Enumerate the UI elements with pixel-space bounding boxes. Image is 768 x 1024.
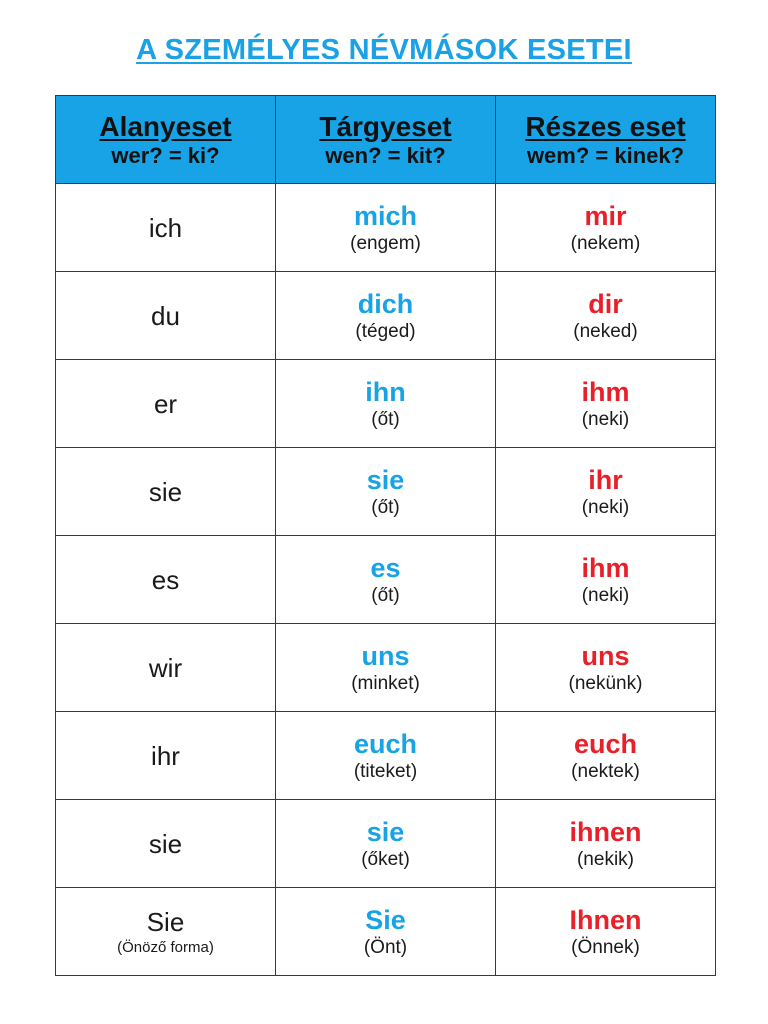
nominative-cell — [56, 888, 276, 976]
accusative-cell — [276, 800, 496, 888]
dative-cell — [496, 624, 716, 712]
nominative-cell — [56, 360, 276, 448]
page-title: A SZEMÉLYES NÉVMÁSOK ESETEI — [136, 34, 632, 66]
dative-pronoun: mir — [584, 200, 627, 231]
nominative-pronoun: wir — [148, 652, 183, 683]
nominative-pronoun: sie — [148, 828, 183, 859]
table-row — [56, 800, 716, 888]
accusative-cell — [276, 272, 496, 360]
dative-translation: (neked) — [573, 320, 638, 342]
accusative-translation: (Önt) — [363, 936, 408, 958]
dative-translation: (nektek) — [571, 760, 640, 782]
dative-pronoun: ihnen — [569, 816, 642, 847]
accusative-translation: (titeket) — [353, 760, 418, 782]
nominative-pronoun: Sie — [146, 906, 185, 937]
accusative-translation: (őt) — [371, 584, 400, 606]
table-row — [56, 712, 716, 800]
nominative-cell — [56, 624, 276, 712]
nominative-pronoun: ihr — [151, 740, 180, 771]
dative-cell — [496, 536, 716, 624]
accusative-pronoun: euch — [353, 728, 418, 759]
dative-translation: (neki) — [581, 496, 630, 518]
accusative-translation: (őt) — [371, 408, 400, 430]
accusative-pronoun: ihn — [365, 376, 406, 407]
accusative-translation: (engem) — [350, 232, 421, 254]
accusative-pronoun: mich — [353, 200, 418, 231]
dative-cell — [496, 888, 716, 976]
nominative-cell — [56, 712, 276, 800]
dative-cell — [496, 184, 716, 272]
table-row — [56, 888, 716, 976]
dative-pronoun: ihm — [581, 376, 630, 407]
header-dative — [496, 96, 716, 184]
dative-translation: (nekünk) — [568, 672, 643, 694]
dative-pronoun: uns — [581, 640, 630, 671]
dative-pronoun: dir — [588, 288, 623, 319]
nominative-cell — [56, 536, 276, 624]
dative-cell — [496, 272, 716, 360]
accusative-pronoun: uns — [361, 640, 410, 671]
nominative-cell — [56, 184, 276, 272]
nominative-cell — [56, 448, 276, 536]
dative-pronoun: euch — [573, 728, 638, 759]
accusative-pronoun: Sie — [365, 904, 406, 935]
dative-translation: (neki) — [581, 408, 630, 430]
nominative-pronoun: ich — [148, 212, 183, 243]
header-row — [56, 96, 716, 184]
header-question: wem? = kinek? — [526, 142, 685, 168]
accusative-pronoun: dich — [357, 288, 414, 319]
accusative-pronoun: sie — [366, 464, 405, 495]
header-nominative — [56, 96, 276, 184]
header-label: Tárgyeset — [319, 110, 452, 142]
accusative-cell — [276, 624, 496, 712]
nominative-pronoun: du — [151, 300, 180, 331]
table-row — [56, 624, 716, 712]
accusative-translation: (őt) — [371, 496, 400, 518]
table-row — [56, 184, 716, 272]
dative-pronoun: Ihnen — [569, 904, 642, 935]
header-label: Részes eset — [525, 110, 686, 142]
table-row — [56, 536, 716, 624]
header-question: wen? = kit? — [325, 142, 446, 168]
accusative-cell — [276, 448, 496, 536]
accusative-pronoun: es — [370, 552, 401, 583]
dative-cell — [496, 712, 716, 800]
dative-pronoun: ihr — [588, 464, 623, 495]
pronoun-table — [55, 95, 716, 976]
accusative-translation: (téged) — [355, 320, 416, 342]
table-row — [56, 448, 716, 536]
dative-translation: (Önnek) — [571, 936, 640, 958]
accusative-cell — [276, 712, 496, 800]
accusative-translation: (minket) — [351, 672, 420, 694]
dative-cell — [496, 448, 716, 536]
accusative-translation: (őket) — [361, 848, 410, 870]
dative-translation: (nekem) — [570, 232, 641, 254]
dative-cell — [496, 800, 716, 888]
nominative-cell — [56, 272, 276, 360]
dative-translation: (nekik) — [576, 848, 634, 870]
header-question: wer? = ki? — [111, 142, 220, 168]
accusative-cell — [276, 536, 496, 624]
accusative-cell — [276, 888, 496, 976]
dative-cell — [496, 360, 716, 448]
table-row — [56, 360, 716, 448]
nominative-cell — [56, 800, 276, 888]
nominative-pronoun: es — [151, 564, 180, 595]
nominative-note: (Önöző forma) — [117, 938, 214, 956]
header-label: Alanyeset — [99, 110, 232, 142]
nominative-pronoun: er — [153, 388, 178, 419]
accusative-pronoun: sie — [366, 816, 405, 847]
accusative-cell — [276, 360, 496, 448]
dative-translation: (neki) — [581, 584, 630, 606]
nominative-pronoun: sie — [148, 476, 183, 507]
header-accusative — [276, 96, 496, 184]
dative-pronoun: ihm — [581, 552, 630, 583]
table-row — [56, 272, 716, 360]
accusative-cell — [276, 184, 496, 272]
